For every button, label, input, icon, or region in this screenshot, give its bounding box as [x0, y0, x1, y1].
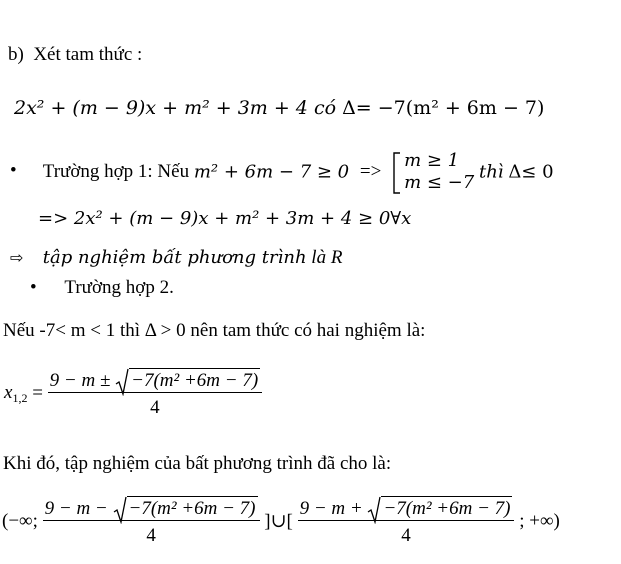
- conclusion1: [10, 247, 342, 269]
- case1-label: Trường hợp 1: Nếu: [42, 161, 190, 182]
- sqrt-icon: [113, 496, 127, 524]
- roots-lhs-var: x: [4, 381, 13, 403]
- roots-numerator: [48, 368, 263, 393]
- trinomial-expr: 2x² + (m − 9)x + m² + 3m + 4: [14, 97, 308, 119]
- roots-radicand: −7(m² +6m − 7): [131, 370, 259, 391]
- roots-num-prefix: 9 − m ±: [49, 370, 111, 391]
- discriminant-expr: Δ= −7(m² + 6m − 7): [342, 97, 545, 119]
- solution-set: [2, 496, 560, 547]
- solution-middle: ]∪[: [264, 511, 293, 532]
- connector-word: có: [313, 97, 337, 119]
- roots-fraction: [48, 368, 263, 419]
- solution-right-fraction: [298, 496, 515, 547]
- solution-left-denominator: 4: [146, 525, 156, 546]
- case1-bullet: •: [10, 160, 17, 182]
- roots-denominator: 4: [150, 397, 160, 418]
- roots-formula: [4, 368, 262, 419]
- case2-label: Trường hợp 2.: [64, 277, 174, 298]
- case1-condition: m² + 6m − 7 ≥ 0: [193, 161, 350, 183]
- conclusion1-tail: là R: [311, 247, 343, 268]
- solution-left-num-prefix: 9 − m −: [44, 498, 108, 519]
- then-condition: Δ≤ 0: [508, 161, 554, 183]
- roots-sqrt: [115, 368, 260, 392]
- case1-line: [10, 150, 554, 194]
- case1-options: [392, 150, 474, 194]
- solution-left-radicand: −7(m² +6m − 7): [128, 498, 256, 519]
- solution-right-sqrt: [367, 496, 512, 520]
- trinomial-statement: [14, 97, 544, 119]
- solution-intro: Khi đó, tập nghiệm của bất phương trình đã cho là:: [3, 453, 392, 474]
- solution-left-sqrt: [113, 496, 258, 520]
- conclusion1-text: tập nghiệm bất phương trình: [42, 247, 307, 268]
- case2-condition: Nếu -7< m < 1 thì Δ > 0 nên tam thức có hai nghiệm là:: [3, 320, 426, 341]
- case1-implication: => 2x² + (m − 9)x + m² + 3m + 4 ≥ 0∀x: [38, 208, 412, 229]
- case1-arrow: =>: [359, 161, 382, 182]
- solution-right-close: ; +∞): [519, 510, 560, 532]
- right-arrow-icon: ⇨: [10, 248, 24, 267]
- section-heading: [8, 44, 142, 66]
- solution-right-numerator: [298, 496, 515, 521]
- solution-left-open: (−∞;: [2, 510, 38, 532]
- sqrt-icon: [115, 368, 129, 396]
- part-label: b): [8, 44, 24, 65]
- heading-text: Xét tam thức :: [33, 44, 143, 65]
- sqrt-icon: [367, 496, 381, 524]
- roots-eq: =: [32, 382, 43, 404]
- case2-bullet: •: [30, 277, 37, 298]
- case1-option-2: m ≤ −7: [404, 172, 475, 193]
- roots-lhs-sub: 1,2: [12, 390, 28, 405]
- solution-left-numerator: [43, 496, 260, 521]
- roots-lhs: [4, 382, 27, 403]
- solution-right-radicand: −7(m² +6m − 7): [383, 498, 511, 519]
- case2-line: [30, 277, 174, 299]
- solution-left-fraction: [43, 496, 260, 547]
- then-word: thì: [478, 161, 504, 183]
- solution-right-denominator: 4: [401, 525, 411, 546]
- case1-option-1: m ≥ 1: [404, 150, 460, 171]
- bracket-icon: [392, 152, 402, 194]
- solution-right-num-prefix: 9 − m +: [299, 498, 363, 519]
